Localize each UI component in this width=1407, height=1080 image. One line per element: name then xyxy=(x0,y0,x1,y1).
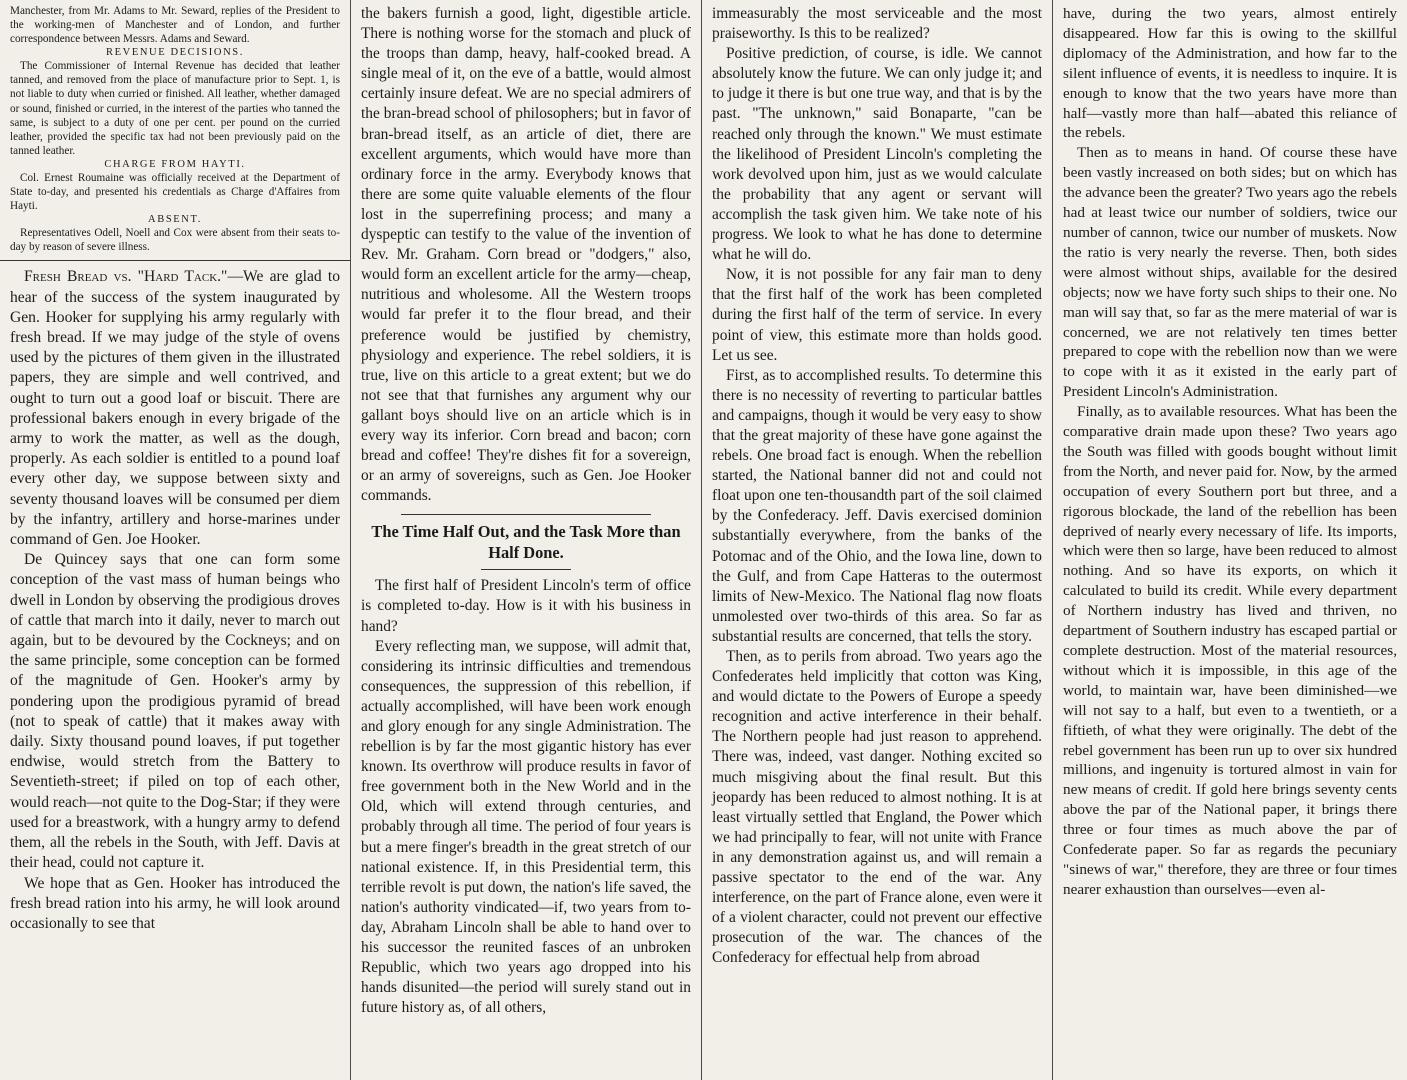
de-quincey-paragraph: De Quincey says that one can form some conception of the vast mass of human beings who dwell in London by observing the prodigious droves of cattle that march into it daily, never to march out again, but to be devoured by the Cockneys; and on the same principle, some conception can be formed of the magnitude of Gen. Hooker's army by pondering upon the prodigious pyramid of bread (not to speak of cattle) that it makes away with daily. Sixty thousand pound loaves, if put together endwise, would stretch from the Battery to Seventieth-street; if piled on top of each other, would reach—not quite to the Dog-Star; if they were used for a breastwork, with a hungry army to defend them, all the rebels in the South, with Jeff. Davis at their head, could not capture it. xyxy=(10,551,340,872)
article-paragraph-10: Finally, as to available resources. What has been the comparative drain made upon these? Two years ago the South was filled with goods bought without limit from the North, and never paid for. Now, by the armed occupation of every Southern port but three, and a rigorous blockade, the land of the rebellion has been deprived of nearly every necessary of life. Its imports, which were then so large, have been reduced to almost nothing. And so have its exports, on which it calculated to build its credit. While every department of Northern industry has lived and thriven, no department of Southern industry has escaped partial or complete destruction. Most of the material resources, without which it is impossible, in this age of the world, to maintain war, have been diminished—we will not say to a half, but even to a twentieth, or a fiftieth, of what they were originally. The debt of the rebel government has been run up to over six hundred millions, and ingenuity is tortured almost in vain for new means of credit. If gold here brings seventy cents above the par of the National paper, it brings there three or four times as much above the par of Confederate paper. So far as regards the pecuniary "sinews of war," therefore, they are three or four times nearer exhaustion than ourselves—even al- xyxy=(1063,403,1397,898)
article-paragraph-8: have, during the two years, almost entirely disappeared. How far this is owing to the skillful diplomacy of the Administration, and how far to the silent influence of events, it is needless to inquire. It is enough to know that the two years have more than half—vastly more than half—abated this reliance of the rebels. xyxy=(1063,5,1397,142)
hayti-subheading: CHARGE FROM HAYTI. xyxy=(104,158,246,170)
article-divider xyxy=(401,514,651,515)
absent-subheading: ABSENT. xyxy=(148,214,202,226)
washington-dispatch xyxy=(10,4,340,254)
article-headline: The Time Half Out, and the Task More than Half Done. xyxy=(371,522,681,563)
article-paragraph-4: Positive prediction, of course, is idle. We cannot absolutely know the future. We can only judge it; and to judge it there is but one true way, and that is by the past. "The unknown," said Bonaparte, "can be reached only through the known." We must estimate the likelihood of President Lincoln's completing the work devolved upon him, just as we would calculate the probability that any agent or servant will accomplish the task given him. We take note of his progress. We look to what he has done to determine what he will do. xyxy=(712,45,1042,264)
section-divider xyxy=(0,260,350,261)
revenue-subheading: REVENUE DECISIONS. xyxy=(106,47,244,59)
bakers-paragraph: the bakers furnish a good, light, digestible article. There is nothing worse for the stomach and pluck of the troops than damp, heavy, half-cooked bread. A single meal of it, on the eve of a battle, would almost certainly insure defeat. We are no special admirers of the bran-bread school of philosophers; but in favor of bran-bread itself, as an article of diet, there are excellent arguments, which would have more than ordinary force in the army. Everybody knows that there are some quite valuable elements of the flour lost in the superrefining process; and many a dyspeptic can testify to the value of the invention of Rev. Mr. Graham. Corn bread or "dodgers," also, would form an excellent article for the army—cheap, nutritious and wholesome. All the Western troops would far prefer it to the flour bread, and their preference would be justified by chemistry, physiology and experience. The rebel soldiers, it is true, live on this article to a great extent; but we do not see that that furnishes any argument why our gallant boys should live on an article which is in every way its inferior. Corn bread and bacon; corn bread and coffee! They're dishes fit for a sovereign, or an army of sovereigns, such as Gen. Joe Hooker commands. xyxy=(361,5,691,505)
column-1 xyxy=(0,0,351,1080)
article-paragraph-1: The first half of President Lincoln's term of office is completed to-day. How is it with his business in hand? xyxy=(361,577,691,635)
hayti-paragraph: Col. Ernest Roumaine was officially received at the Department of State to-day, and presented his credentials as Charge d'Affaires from Hayti. xyxy=(10,171,340,213)
absent-paragraph: Representatives Odell, Noell and Cox were absent from their seats to-day by reason of severe illness. xyxy=(10,227,340,254)
fresh-bread-title: Fresh Bread vs. "Hard Tack." xyxy=(24,268,228,286)
fresh-bread-paragraph xyxy=(10,267,340,550)
column-2 xyxy=(351,0,702,1080)
notice-paragraph: Manchester, from Mr. Adams to Mr. Seward, replies of the President to the working-men of Manchester and of London, and further correspondence between Messrs. Adams and Seward. xyxy=(10,5,340,46)
headline-divider xyxy=(481,569,571,570)
article-paragraph-3: immeasurably the most serviceable and the most praiseworthy. Is this to be realized? xyxy=(712,5,1042,43)
revenue-paragraph: The Commissioner of Internal Revenue has decided that leather tanned, and removed from the place of manufacture prior to Sept. 1, is not liable to duty when curried or finished. All leather, whether damaged or sound, finished or curried, in the interest of the parties who tanned the same, is subject to a duty of one per cent. per pound on the curried leather, provided the specific tax had not been previously paid on the tanned leather. xyxy=(10,60,340,157)
column-3 xyxy=(702,0,1053,1080)
column-4 xyxy=(1053,0,1407,1080)
hope-paragraph: We hope that as Gen. Hooker has introduced the fresh bread ration into his army, he will look around occasionally to see that xyxy=(10,874,340,932)
article-paragraph-2: Every reflecting man, we suppose, will admit that, considering its intrinsic difficulties and tremendous consequences, the suppression of this rebellion, if actually accomplished, will have been work enough and glory enough for any single Administration. The rebellion is by far the most gigantic history has ever known. Its overthrow will produce results in favor of free government both in the New World and in the Old, which will extend through centuries, and probably through all time. The period of four years is but a mere finger's breadth in the great stretch of our national existence. If, in this Presidential term, this terrible revolt is put down, the nation's life saved, the nation's authority vindicated—if, two years from to-day, Abraham Lincoln shall be able to hand over to his successor the reunited fasces of an unbroken Republic, which two years ago dropped into his hands disunited—the period will surely stand out in future history as, of all others, xyxy=(361,637,691,1017)
article-paragraph-7: Then, as to perils from abroad. Two years ago the Confederates held implicitly that cotton was King, and would dictate to the Powers of Europe a speedy recognition and active interference in their behalf. The Northern people had just reason to apprehend. There was, indeed, vast danger. Nothing excited so much misgiving about the final result. But this jeopardy has been reduced to almost nothing. It is at least virtually settled that England, the Power which we had principally to fear, will not unite with France in any demonstration against us, and will remain a passive spectator to the end of the war. Any interference, on the part of France alone, even were it of a violent character, could not prevent our effective prosecution of the war. The chances of the Confederacy for effectual help from abroad xyxy=(712,648,1042,967)
article-paragraph-5: Now, it is not possible for any fair man to deny that the first half of the work has been completed during the first half of the term of service. In every point of view, this estimate more than holds good. Let us see. xyxy=(712,266,1042,364)
article-paragraph-6: First, as to accomplished results. To determine this there is no necessity of reverting to particular battles and campaigns, though it would be very easy to show that the great majority of these have gone against the rebels. One broad fact is enough. When the rebellion started, the National banner did not and could not float upon one ten-thousandth part of the soil claimed by the Confederacy. Jeff. Davis exercised dominion substantially everywhere, from the banks of the Potomac and of the Ohio, and the Iowa line, down to the Gulf, and from Cape Hatteras to the outermost limits of New-Mexico. The National flag now floats unmolested over two-thirds of this area. So far as substantial results are concerned, that tells the story. xyxy=(712,366,1042,645)
fresh-bread-body: —We are glad to hear of the success of the system inaugurated by Gen. Hooker for supplying his army regularly with fresh bread. If we may judge of the style of ovens used by the pictures of them given in the illustrated papers, they are simple and well contrived, and ought to turn out a good loaf or biscuit. There are professional bakers enough in every brigade of the army to work the matter, as well as the dough, properly. As each soldier is entitled to a pound loaf every other day, we suppose between sixty and seventy thousand loaves will be consumed per diem by the infantry, artillery and horse-marines under command of Gen. Joe Hooker. xyxy=(10,268,340,549)
article-paragraph-9: Then as to means in hand. Of course these have been vastly increased on both sides; but on which has the advance been the greater? Two years ago the rebels had at least twice our number of soldiers, twice our number of cannon, twice our number of muskets. Now the ratio is very nearly the reverse. Then, both sides were almost without ships, available for the desired objects; now we have forty such ships to their one. No man will say that, so far as the mere material of war is concerned, we are not relatively ten times better prepared to cope with the rebellion now than we were to cope with it as it existed in the early part of President Lincoln's Administration. xyxy=(1063,144,1397,401)
